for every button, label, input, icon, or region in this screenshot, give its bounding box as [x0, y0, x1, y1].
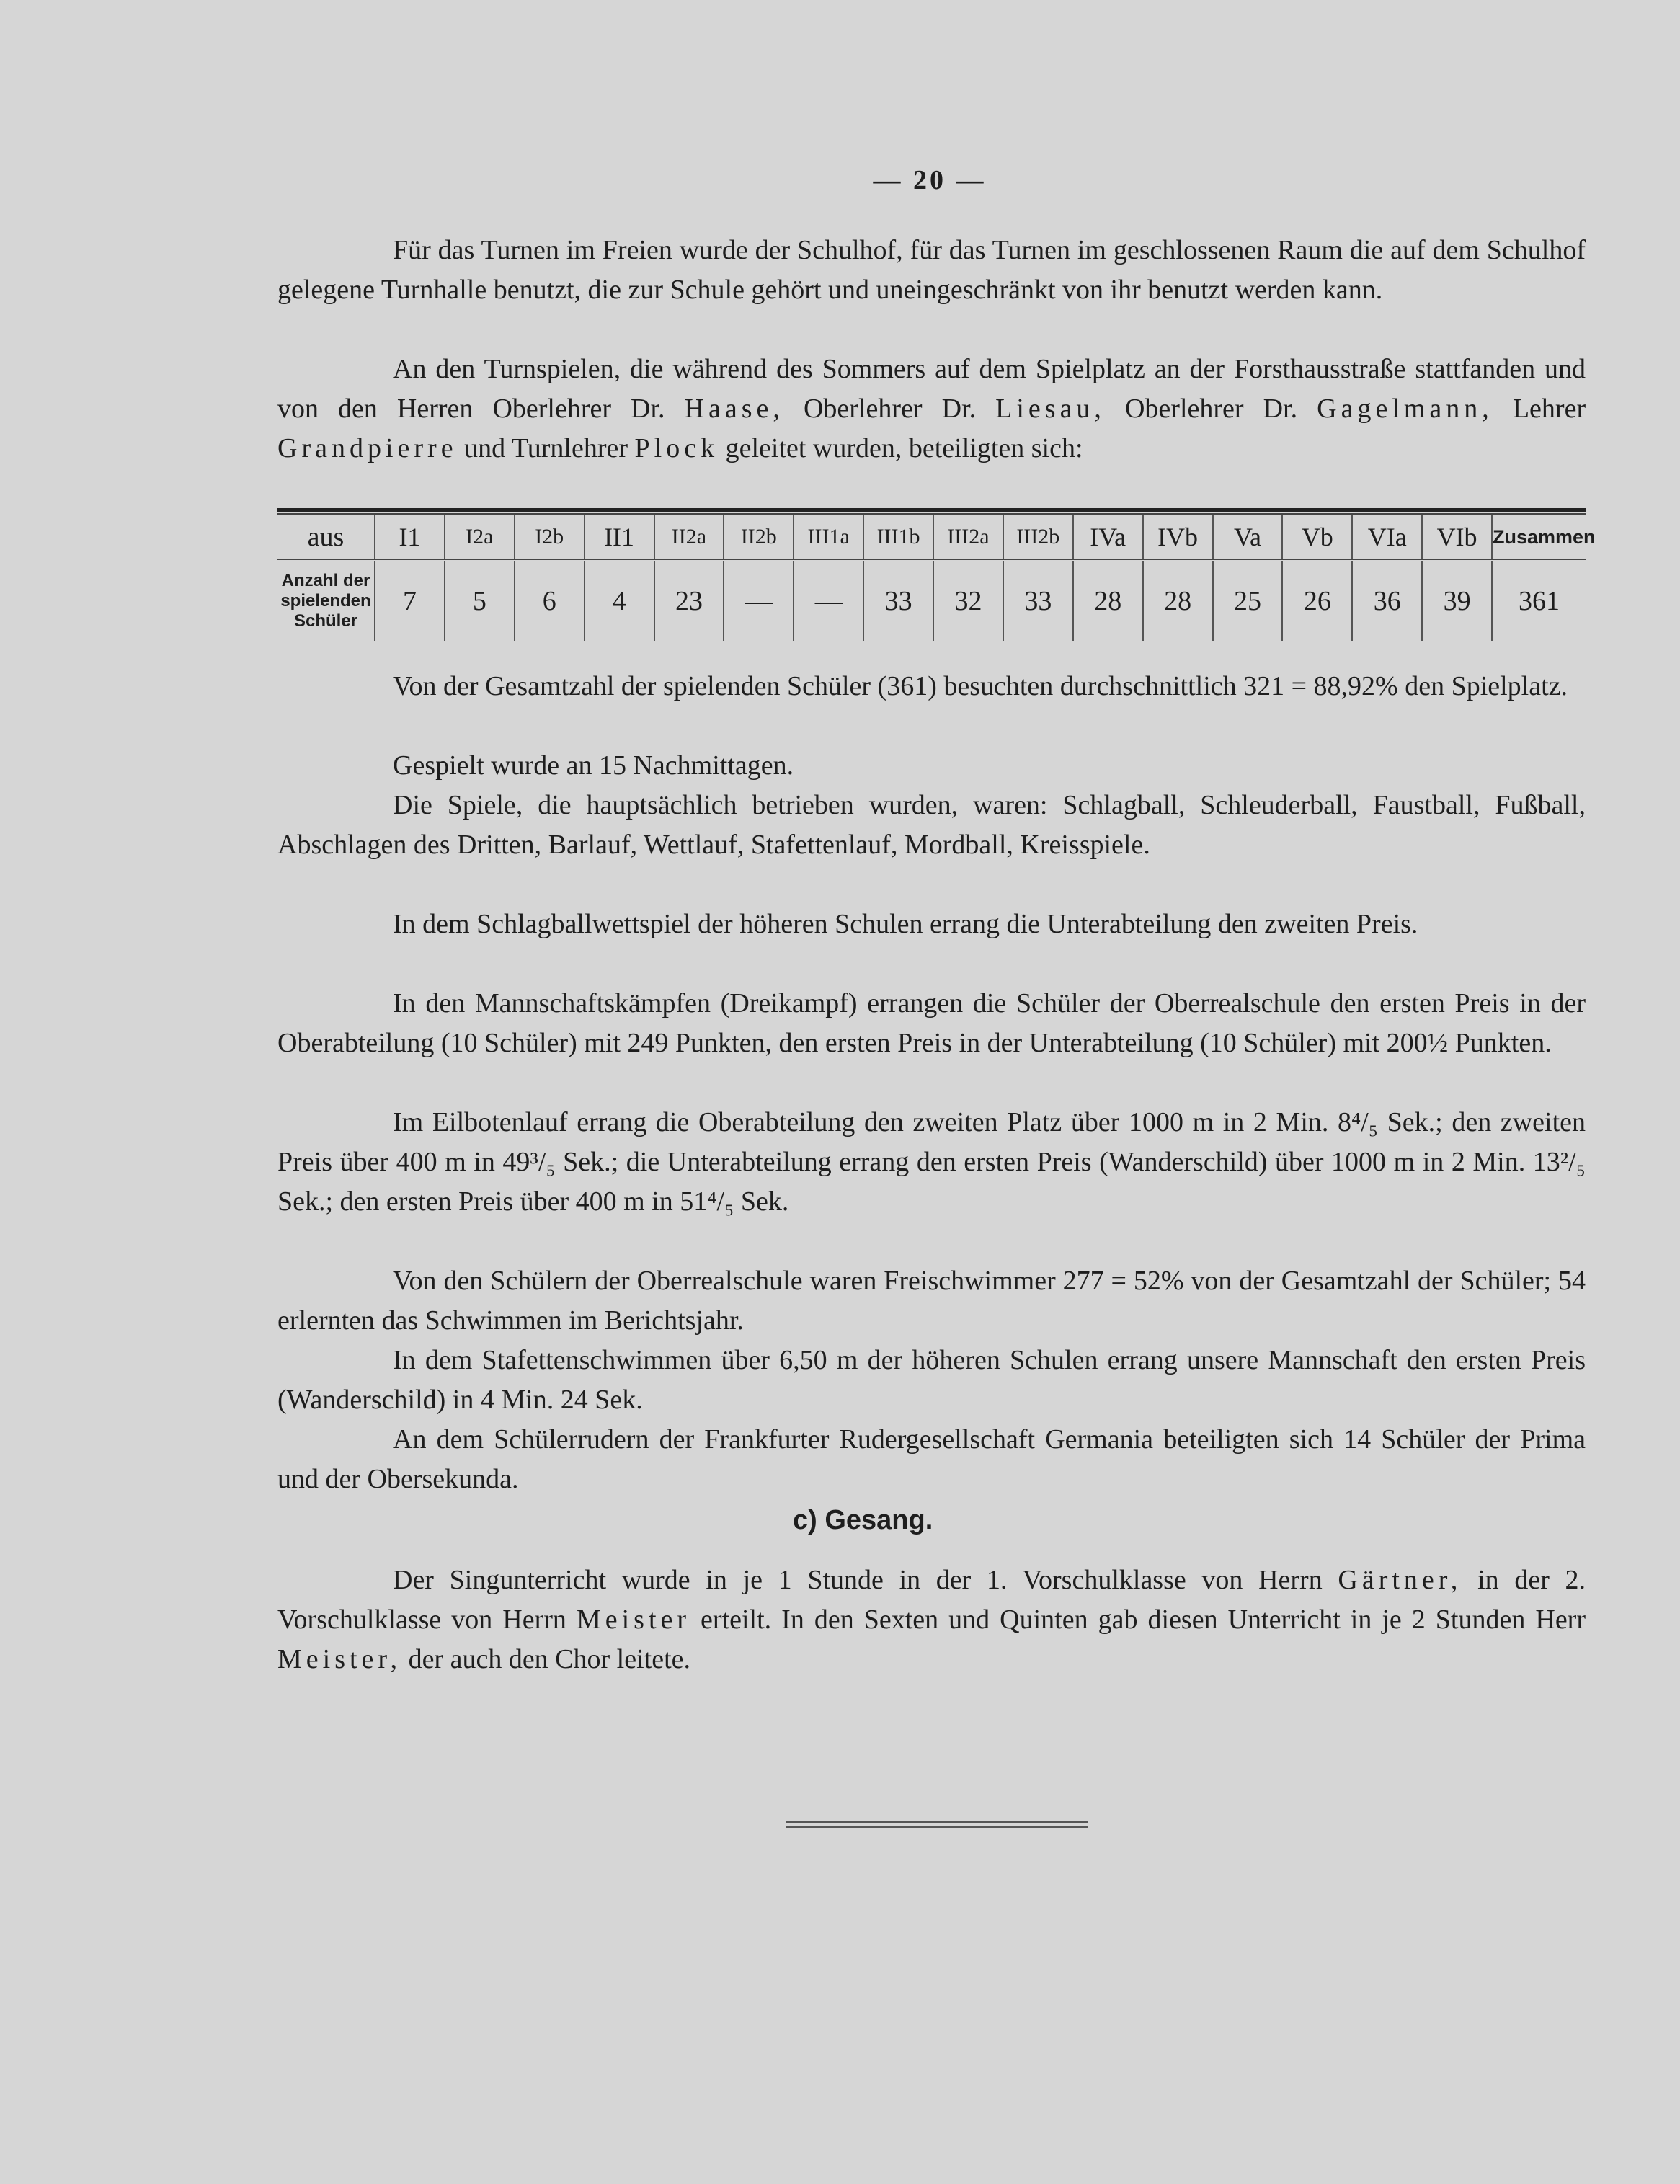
table-header-row [277, 515, 1586, 561]
paragraph-schuelerrudern: An dem Schülerrudern der Frankfurter Rudergesellschaft Germania beteiligten sich 14 Schüler der Prima und der Obersekunda. [277, 1424, 1586, 1494]
table-cell: 5 [445, 561, 515, 642]
name-gaertner: Gärtner, [1338, 1565, 1462, 1595]
table-row [277, 561, 1586, 642]
table-cell: 26 [1282, 561, 1352, 642]
column-header: III1b [863, 515, 933, 561]
name-plock: Plock [634, 433, 719, 463]
name-meister: Meister [576, 1604, 691, 1635]
name-grandpierre: Grandpierre [277, 433, 458, 463]
column-header: Vb [1282, 515, 1352, 561]
paragraph-singunterricht: Der Singunterricht wurde in je 1 Stunde in der 1. Vorschulklasse von Herrn Gärtner, in der 2. Vorschulklasse von Herrn Meister erteilt. In den Sexten und Quinten gab diesen Unterricht in je 2 Stunden Herr Meister, der auch den Chor leitete. [277, 1565, 1586, 1674]
name-haase: Haase, [684, 394, 784, 424]
paragraph-mannschaftskaempfe: In den Mannschaftskämpfen (Dreikampf) errangen die Schüler der Oberrealschule den ersten Preis in der Oberabteilung (10 Schüler) mit 249 Punkten, den ersten Preis in der Unterabteilung (10 Schüler) mit 200½ Punkten. [277, 988, 1586, 1058]
table-cell: 7 [375, 561, 445, 642]
table-cell-total: 361 [1492, 561, 1586, 642]
column-header: III2a [933, 515, 1003, 561]
column-header: II1 [585, 515, 654, 561]
table-cell: 4 [585, 561, 654, 642]
column-header: I2a [445, 515, 515, 561]
section-heading-gesang: c) Gesang. [793, 1505, 933, 1535]
paragraph-stafettenschwimmen: In dem Stafettenschwimmen über 6,50 m der höheren Schulen errang unsere Mannschaft den ersten Preis (Wanderschild) in 4 Min. 24 Sek. [277, 1345, 1586, 1415]
column-header: II2a [654, 515, 724, 561]
column-header: IVb [1143, 515, 1213, 561]
table-cell: 28 [1073, 561, 1143, 642]
paragraph-eilbotenlauf: Im Eilbotenlauf errang die Oberabteilung den zweiten Platz über 1000 m in 2 Min. 8⁴/₅ Sek.; den zweiten Preis über 400 m in 49³/₅ Sek.; die Unterabteilung errang den ersten Preis (Wanderschild) über 1000 m in 2 Min. 13²/₅ Sek.; den ersten Preis über 400 m in 51⁴/₅ Sek. [277, 1107, 1586, 1217]
paragraph-gesamtzahl: Von der Gesamtzahl der spielenden Schüler (361) besuchten durchschnittlich 321 = 88,92% den Spielplatz. [393, 671, 1568, 701]
column-header: VIb [1422, 515, 1492, 561]
table-cell: 28 [1143, 561, 1213, 642]
name-liesau: Liesau, [995, 394, 1106, 424]
column-header: IVa [1073, 515, 1143, 561]
page-number: — 20 — [873, 165, 987, 195]
column-header: I1 [375, 515, 445, 561]
table-cell: 33 [863, 561, 933, 642]
end-divider [786, 1821, 1088, 1832]
paragraph-turnspiele: An den Turnspielen, die während des Sommers auf dem Spielplatz an der Forsthausstraße stattfanden und von den Herren Oberlehrer Dr. Haase, Oberlehrer Dr. Liesau, Oberlehrer Dr. Gagelmann, Lehrer Grandpierre und Turnlehrer Plock geleitet wurden, beteiligten sich: [277, 354, 1586, 463]
column-header: I2b [515, 515, 585, 561]
column-header-total: Zusammen [1492, 515, 1586, 561]
paragraph-spiele: Die Spiele, die hauptsächlich betrieben wurden, waren: Schlagball, Schleuderball, Faustball, Fußball, Abschlagen des Dritten, Barlauf, Wettlauf, Stafettenlauf, Mordball, Kreisspiele. [277, 790, 1586, 860]
table-cell: 32 [933, 561, 1003, 642]
column-header: II2b [724, 515, 794, 561]
column-header: III1a [794, 515, 863, 561]
table-cell: 39 [1422, 561, 1492, 642]
name-meister: Meister, [277, 1644, 402, 1674]
table-cell: 25 [1213, 561, 1283, 642]
table-cell: 33 [1003, 561, 1073, 642]
paragraph-nachmittage: Gespielt wurde an 15 Nachmittagen. [393, 750, 794, 781]
table-cell: 36 [1352, 561, 1422, 642]
column-header: VIa [1352, 515, 1422, 561]
participants-table [277, 508, 1596, 641]
paragraph-schlagball: In dem Schlagballwettspiel der höheren Schulen errang die Unterabteilung den zweiten Preis. [393, 909, 1418, 939]
header-label: aus [277, 515, 375, 561]
table-cell: 6 [515, 561, 585, 642]
column-header: III2b [1003, 515, 1073, 561]
paragraph-turnhalle: Für das Turnen im Freien wurde der Schulhof, für das Turnen im geschlossenen Raum die auf dem Schulhof gelegene Turnhalle benutzt, die zur Schule gehört und uneingeschränkt von ihr benutzt werden kann. [277, 235, 1586, 305]
column-header: Va [1213, 515, 1283, 561]
table-cell: — [794, 561, 863, 642]
table-cell: 23 [654, 561, 724, 642]
table-cell: — [724, 561, 794, 642]
row-label: Anzahl der spielenden Schüler [280, 571, 371, 631]
name-gagelmann: Gagelmann, [1317, 394, 1493, 424]
paragraph-freischwimmer: Von den Schülern der Oberrealschule waren Freischwimmer 277 = 52% von der Gesamtzahl der Schüler; 54 erlernten das Schwimmen im Berichtsjahr. [277, 1266, 1586, 1336]
